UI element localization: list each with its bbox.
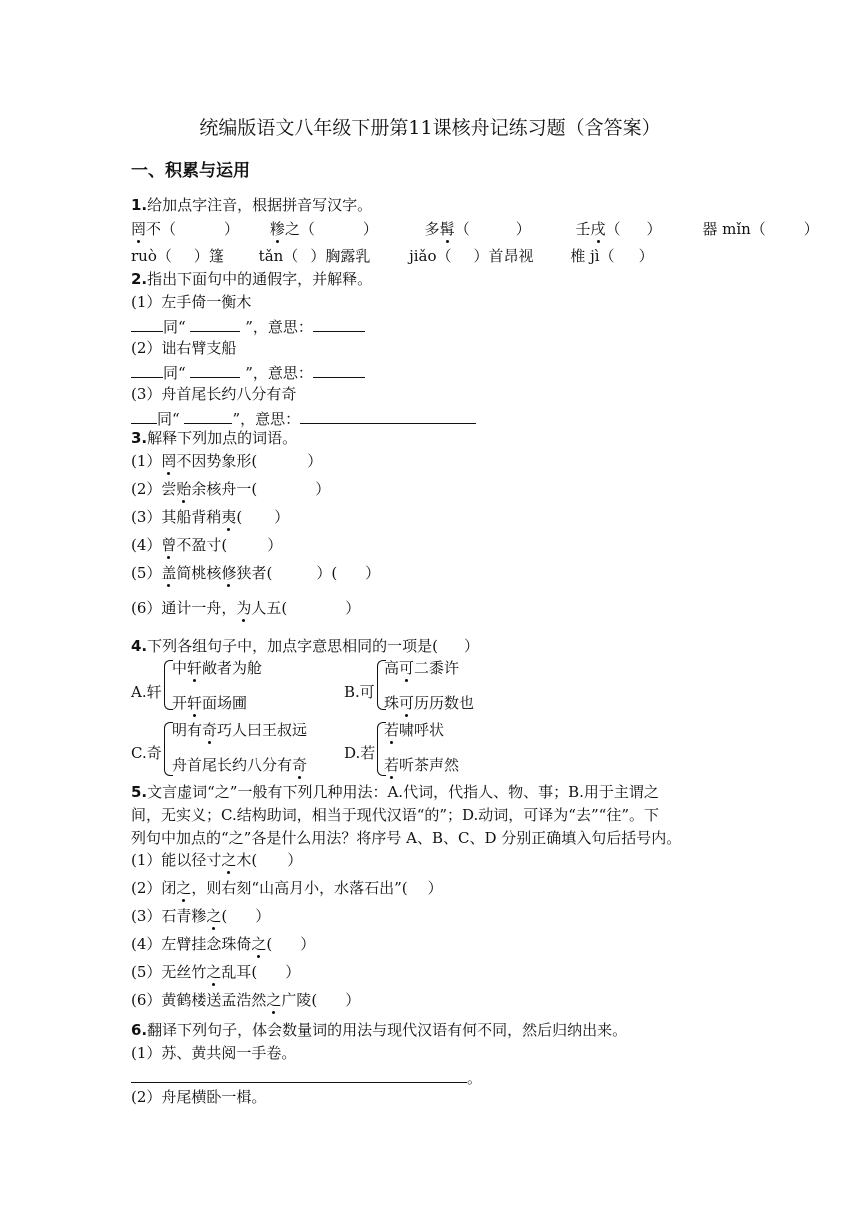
q5-item-4: (4）左臂挂念珠倚之( ） <box>131 935 316 953</box>
q2-answer-2: 同“ ”，意思： <box>131 362 365 382</box>
option-b-sentence-1: 高可二黍许 <box>384 659 460 677</box>
option-b-sentence-2: 珠可历历数也 <box>384 694 475 712</box>
q3-item-1: (1）罔不因势象形( ） <box>131 452 323 470</box>
question-4-stem: 4.下列各组句子中，加点字意思相同的一项是( ） <box>131 637 480 655</box>
q6-answer-1: 。 <box>131 1067 482 1087</box>
q2-item-2: (2）诎右臂支船 <box>131 339 237 357</box>
question-5-line-2: 间，无实义；C.结构助词，相当于现代汉语“的”；D.动词，可译为“去”“往”。下 <box>131 806 659 824</box>
q5-item-5: (5）无丝竹之乱耳( ） <box>131 963 301 981</box>
question-1-row-1: 罔不（ ） 糁之（ ） 多髯（ ） 壬戌（ ） 器 mǐn（ ） <box>131 220 819 238</box>
option-a-sentence-1: 中轩敞者为舱 <box>172 659 263 677</box>
option-d-sentence-2: 若听茶声然 <box>384 756 460 774</box>
q5-item-2: (2）闭之，则右刻“山高月小，水落石出”( ） <box>131 879 443 897</box>
q3-item-6: (6）通计一舟，为人五( ） <box>131 599 361 617</box>
q2-item-1: (1）左手倚一衡木 <box>131 293 252 311</box>
option-b-label: B.可 <box>344 683 375 701</box>
page-title: 统编版语文八年级下册第11课核舟记练习题（含答案） <box>199 117 661 139</box>
q6-item-2: (2）舟尾横卧一楫。 <box>131 1088 267 1106</box>
option-c-label: C.奇 <box>131 744 162 762</box>
question-5-line-1: 5.文言虚词“之”一般有下列几种用法：A.代词，代指人、物、事；B.用于主谓之 <box>131 783 659 801</box>
section-heading: 一、积累与运用 <box>131 161 250 181</box>
q3-item-4: (4）曾不盈寸( ） <box>131 536 283 554</box>
question-6-stem: 6.翻译下列句子，体会数量词的用法与现代汉语有何不同，然后归纳出来。 <box>131 1021 628 1039</box>
q3-item-2: (2）尝贻余核舟一( ） <box>131 480 331 498</box>
question-3-stem: 3.解释下列加点的词语。 <box>131 429 298 447</box>
option-c-sentence-1: 明有奇巧人曰王叔远 <box>172 721 308 739</box>
q2-answer-3: 同“ ”，意思： <box>131 408 476 428</box>
q1-item-1: 罔不（ <box>131 220 177 238</box>
option-d-label: D.若 <box>344 744 376 762</box>
option-d-sentence-1: 若啸呼状 <box>384 721 445 739</box>
question-5-line-3: 列句中加点的“之”各是什么用法？将序号 A、B、C、D 分别正确填入句后括号内。 <box>131 829 682 847</box>
question-2-stem: 2.指出下面句中的通假字，并解释。 <box>131 270 373 288</box>
question-1-stem: 1.给加点字注音，根据拼音写汉字。 <box>131 196 373 214</box>
q5-item-1: (1）能以径寸之木( ） <box>131 851 303 869</box>
q6-item-1: (1）苏、黄共阅一手卷。 <box>131 1044 297 1062</box>
option-c-sentence-2: 舟首尾长约八分有奇 <box>172 756 308 774</box>
q3-item-3: (3）其船背稍夷( ） <box>131 508 290 526</box>
q2-item-3: (3）舟首尾长约八分有奇 <box>131 385 297 403</box>
q5-item-6: (6）黄鹤楼送孟浩然之广陵( ） <box>131 991 361 1009</box>
q3-item-5: (5）盖简桃核修狭者( ）( ） <box>131 564 381 582</box>
option-a-sentence-2: 开轩面场圃 <box>172 694 248 712</box>
q2-answer-1: 同“ ”，意思： <box>131 316 365 336</box>
question-1-row-2: ruò（ ）篷 tǎn（ ）胸露乳 jiǎo（ ）首昂视 椎 jì（ ） <box>131 247 654 265</box>
q5-item-3: (3）石青糁之( ） <box>131 907 271 925</box>
option-a-label: A.轩 <box>131 683 162 701</box>
